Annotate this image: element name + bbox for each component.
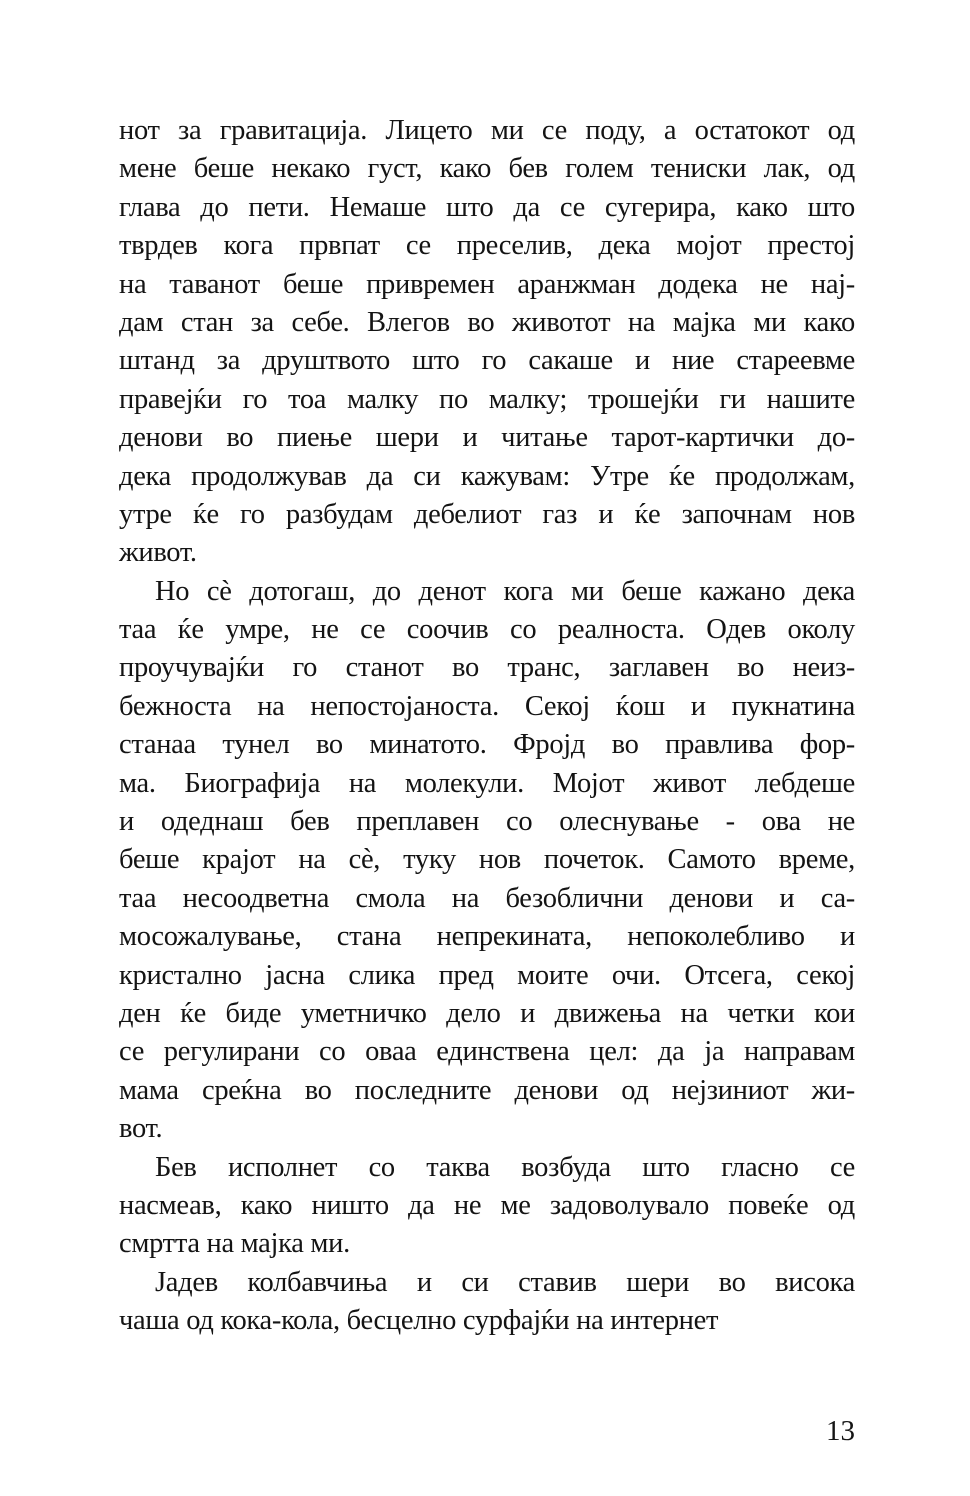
- text-line: чаша од кока-кола, бесцелно сурфајќи на интернет: [119, 1305, 719, 1337]
- text-line: мосожалување, стана непрекината, непоколебливо и: [119, 921, 855, 953]
- text-line: ден ќе биде уметничко дело и движења на четки кои: [119, 997, 855, 1029]
- page-number: 13: [826, 1415, 855, 1447]
- text-line: се регулирани со оваа единствена цел: да ја направам: [119, 1036, 855, 1068]
- text-line: беше крајот на сè, туку нов почеток. Самото време,: [119, 844, 855, 876]
- page-text: [119, 112, 855, 1341]
- text-line: таа ќе умре, не се соочив со реалноста. Одев околу: [119, 614, 855, 646]
- text-line: таа несоодветна смола на безоблични денови и са-: [119, 882, 855, 914]
- text-line: тврдев кога првпат се преселив, дека мојот престој: [119, 230, 855, 262]
- text-line: мене беше некако густ, како бев голем тениски лак, од: [119, 153, 855, 185]
- text-line: глава до пети. Немаше што да се сугерира, како што: [119, 191, 855, 223]
- text-line: и одеднаш бев преплавен со олеснување - ова не: [119, 806, 855, 838]
- text-line: дека продолжував да си кажувам: Утре ќе продолжам,: [119, 460, 855, 492]
- text-line: ма. Биографија на молекули. Мојот живот лебдеше: [119, 767, 855, 799]
- text-line: Јадев колбавчиња и си ставив шери во висока: [155, 1266, 855, 1298]
- text-line: правејќи го тоа малку по малку; трошејќи ги нашите: [119, 383, 855, 415]
- text-line: живот.: [119, 537, 197, 569]
- text-line: насмеав, како ништо да не ме задоволувало повеќе од: [119, 1189, 855, 1221]
- text-line: Но сè дотогаш, до денот кога ми беше кажано дека: [155, 575, 855, 607]
- text-line: утре ќе го разбудам дебелиот газ и ќе започнам нов: [119, 498, 855, 530]
- text-line: денови во пиење шери и читање тарот-картички до-: [119, 422, 855, 454]
- text-line: станаа тунел во минатото. Фројд во правлива фор-: [119, 729, 855, 761]
- text-line: на таванот беше привремен аранжман додека не нај-: [119, 268, 855, 300]
- text-line: штанд за друштвото што го сакаше и ние стареевме: [119, 345, 855, 377]
- text-line: вот.: [119, 1113, 163, 1145]
- text-line: нот за гравитација. Лицето ми се поду, а остатокот од: [119, 115, 855, 146]
- text-line: мама среќна во последните денови од нејзиниот жи-: [119, 1074, 855, 1106]
- text-line: бежноста на непостојаноста. Секој ќош и пукнатина: [119, 690, 855, 722]
- text-line: смртта на мајка ми.: [119, 1228, 350, 1260]
- text-line: дам стан за себе. Влегов во животот на мајка ми како: [119, 306, 855, 338]
- text-line: кристално јасна слика пред моите очи. Отсега, секој: [119, 959, 855, 991]
- text-line: проучувајќи го станот во транс, заглавен во неиз-: [119, 652, 855, 684]
- text-line: Бев исполнет со таква возбуда што гласно се: [155, 1151, 855, 1183]
